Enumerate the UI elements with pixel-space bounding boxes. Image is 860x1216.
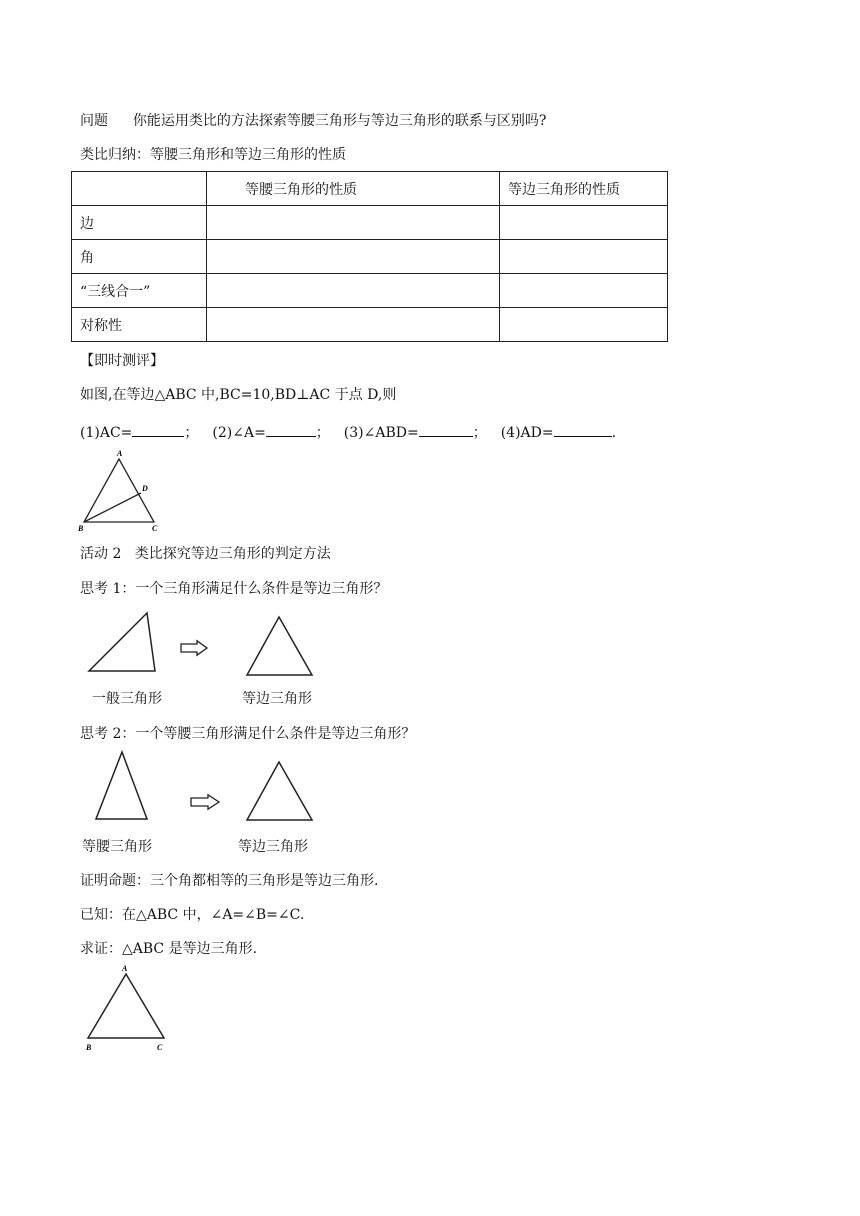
table-cell-equilateral[interactable]: [500, 308, 668, 342]
vertex-label-a: A: [122, 964, 128, 973]
properties-table: [71, 171, 668, 342]
part-4-label: (4)AD=: [500, 425, 554, 441]
answer-blank-1[interactable]: [132, 422, 184, 437]
problem-parts: [80, 422, 616, 442]
question-text: 你能运用类比的方法探索等腰三角形与等边三角形的联系与区别吗?: [132, 113, 547, 129]
table-header-cell: 等腰三角形的性质: [207, 172, 500, 206]
vertex-label-a: A: [117, 449, 123, 458]
vertex-label-c: C: [157, 1043, 163, 1052]
table-cell-isosceles[interactable]: [207, 240, 500, 274]
vertex-label-b: B: [78, 524, 84, 533]
table-row-label: “三线合一”: [72, 274, 207, 308]
separator: ；: [315, 425, 330, 441]
table-cell-isosceles[interactable]: [207, 206, 500, 240]
table-row: [72, 274, 668, 308]
vertex-label-c: C: [152, 524, 158, 533]
separator: ；: [472, 425, 487, 441]
proof-proposition: 证明命题：三个角都相等的三角形是等边三角形.: [80, 873, 379, 889]
answer-blank-3[interactable]: [419, 422, 473, 437]
table-header-row: [72, 172, 668, 206]
table-cell-equilateral[interactable]: [500, 240, 668, 274]
part-1-label: (1)AC=: [80, 425, 133, 441]
answer-blank-4[interactable]: [554, 422, 612, 437]
table-row-label: 边: [72, 206, 207, 240]
table-row-label: 角: [72, 240, 207, 274]
proof-given: 已知：在△ABC 中，∠A=∠B=∠C.: [80, 907, 305, 923]
figure-triangle-abc-altitude: [76, 448, 166, 538]
part-3-label: (3)∠ABD=: [343, 425, 419, 441]
figure-triangle-abc: [80, 960, 170, 1050]
instant-test-heading: 【即时测评】: [80, 353, 164, 369]
isosceles-triangle-caption: 等腰三角形: [82, 839, 152, 855]
table-cell-isosceles[interactable]: [207, 308, 500, 342]
vertex-label-b: B: [86, 1043, 92, 1052]
implies-arrow-icon: [180, 640, 208, 656]
table-header-cell: 等边三角形的性质: [500, 172, 668, 206]
general-triangle-figure: [88, 612, 163, 672]
isosceles-triangle-figure: [95, 751, 149, 821]
table-cell-isosceles[interactable]: [207, 274, 500, 308]
think-1-text: 思考 1：一个三角形满足什么条件是等边三角形？: [80, 581, 388, 597]
implies-arrow-icon: [190, 794, 220, 810]
activity-2-heading: 活动 2 类比探究等边三角形的判定方法: [80, 546, 331, 562]
question-line: [80, 112, 546, 130]
separator: ；: [184, 425, 199, 441]
table-cell-equilateral[interactable]: [500, 206, 668, 240]
equilateral-triangle-caption-2: 等边三角形: [238, 839, 308, 855]
table-cell-equilateral[interactable]: [500, 274, 668, 308]
table-row: [72, 308, 668, 342]
analogy-heading: 类比归纳：等腰三角形和等边三角形的性质: [80, 147, 346, 163]
think-2-text: 思考 2：一个等腰三角形满足什么条件是等边三角形？: [80, 726, 416, 742]
problem-statement: 如图,在等边△ABC 中,BC=10,BD⊥AC 于点 D,则: [80, 387, 397, 403]
table-row: [72, 206, 668, 240]
table-row-label: 对称性: [72, 308, 207, 342]
table-header-cell: [72, 172, 207, 206]
equilateral-triangle-figure-2: [246, 761, 314, 821]
equilateral-triangle-figure-1: [246, 616, 314, 676]
part-2-label: (2)∠A=: [212, 425, 266, 441]
answer-blank-2[interactable]: [266, 422, 316, 437]
table-row: [72, 240, 668, 274]
equilateral-triangle-caption-1: 等边三角形: [242, 691, 312, 707]
proof-to-prove: 求证：△ABC 是等边三角形.: [80, 941, 258, 957]
period: .: [611, 425, 617, 441]
general-triangle-caption: 一般三角形: [92, 691, 162, 707]
question-label: 问题: [80, 113, 108, 129]
vertex-label-d: D: [142, 484, 148, 493]
